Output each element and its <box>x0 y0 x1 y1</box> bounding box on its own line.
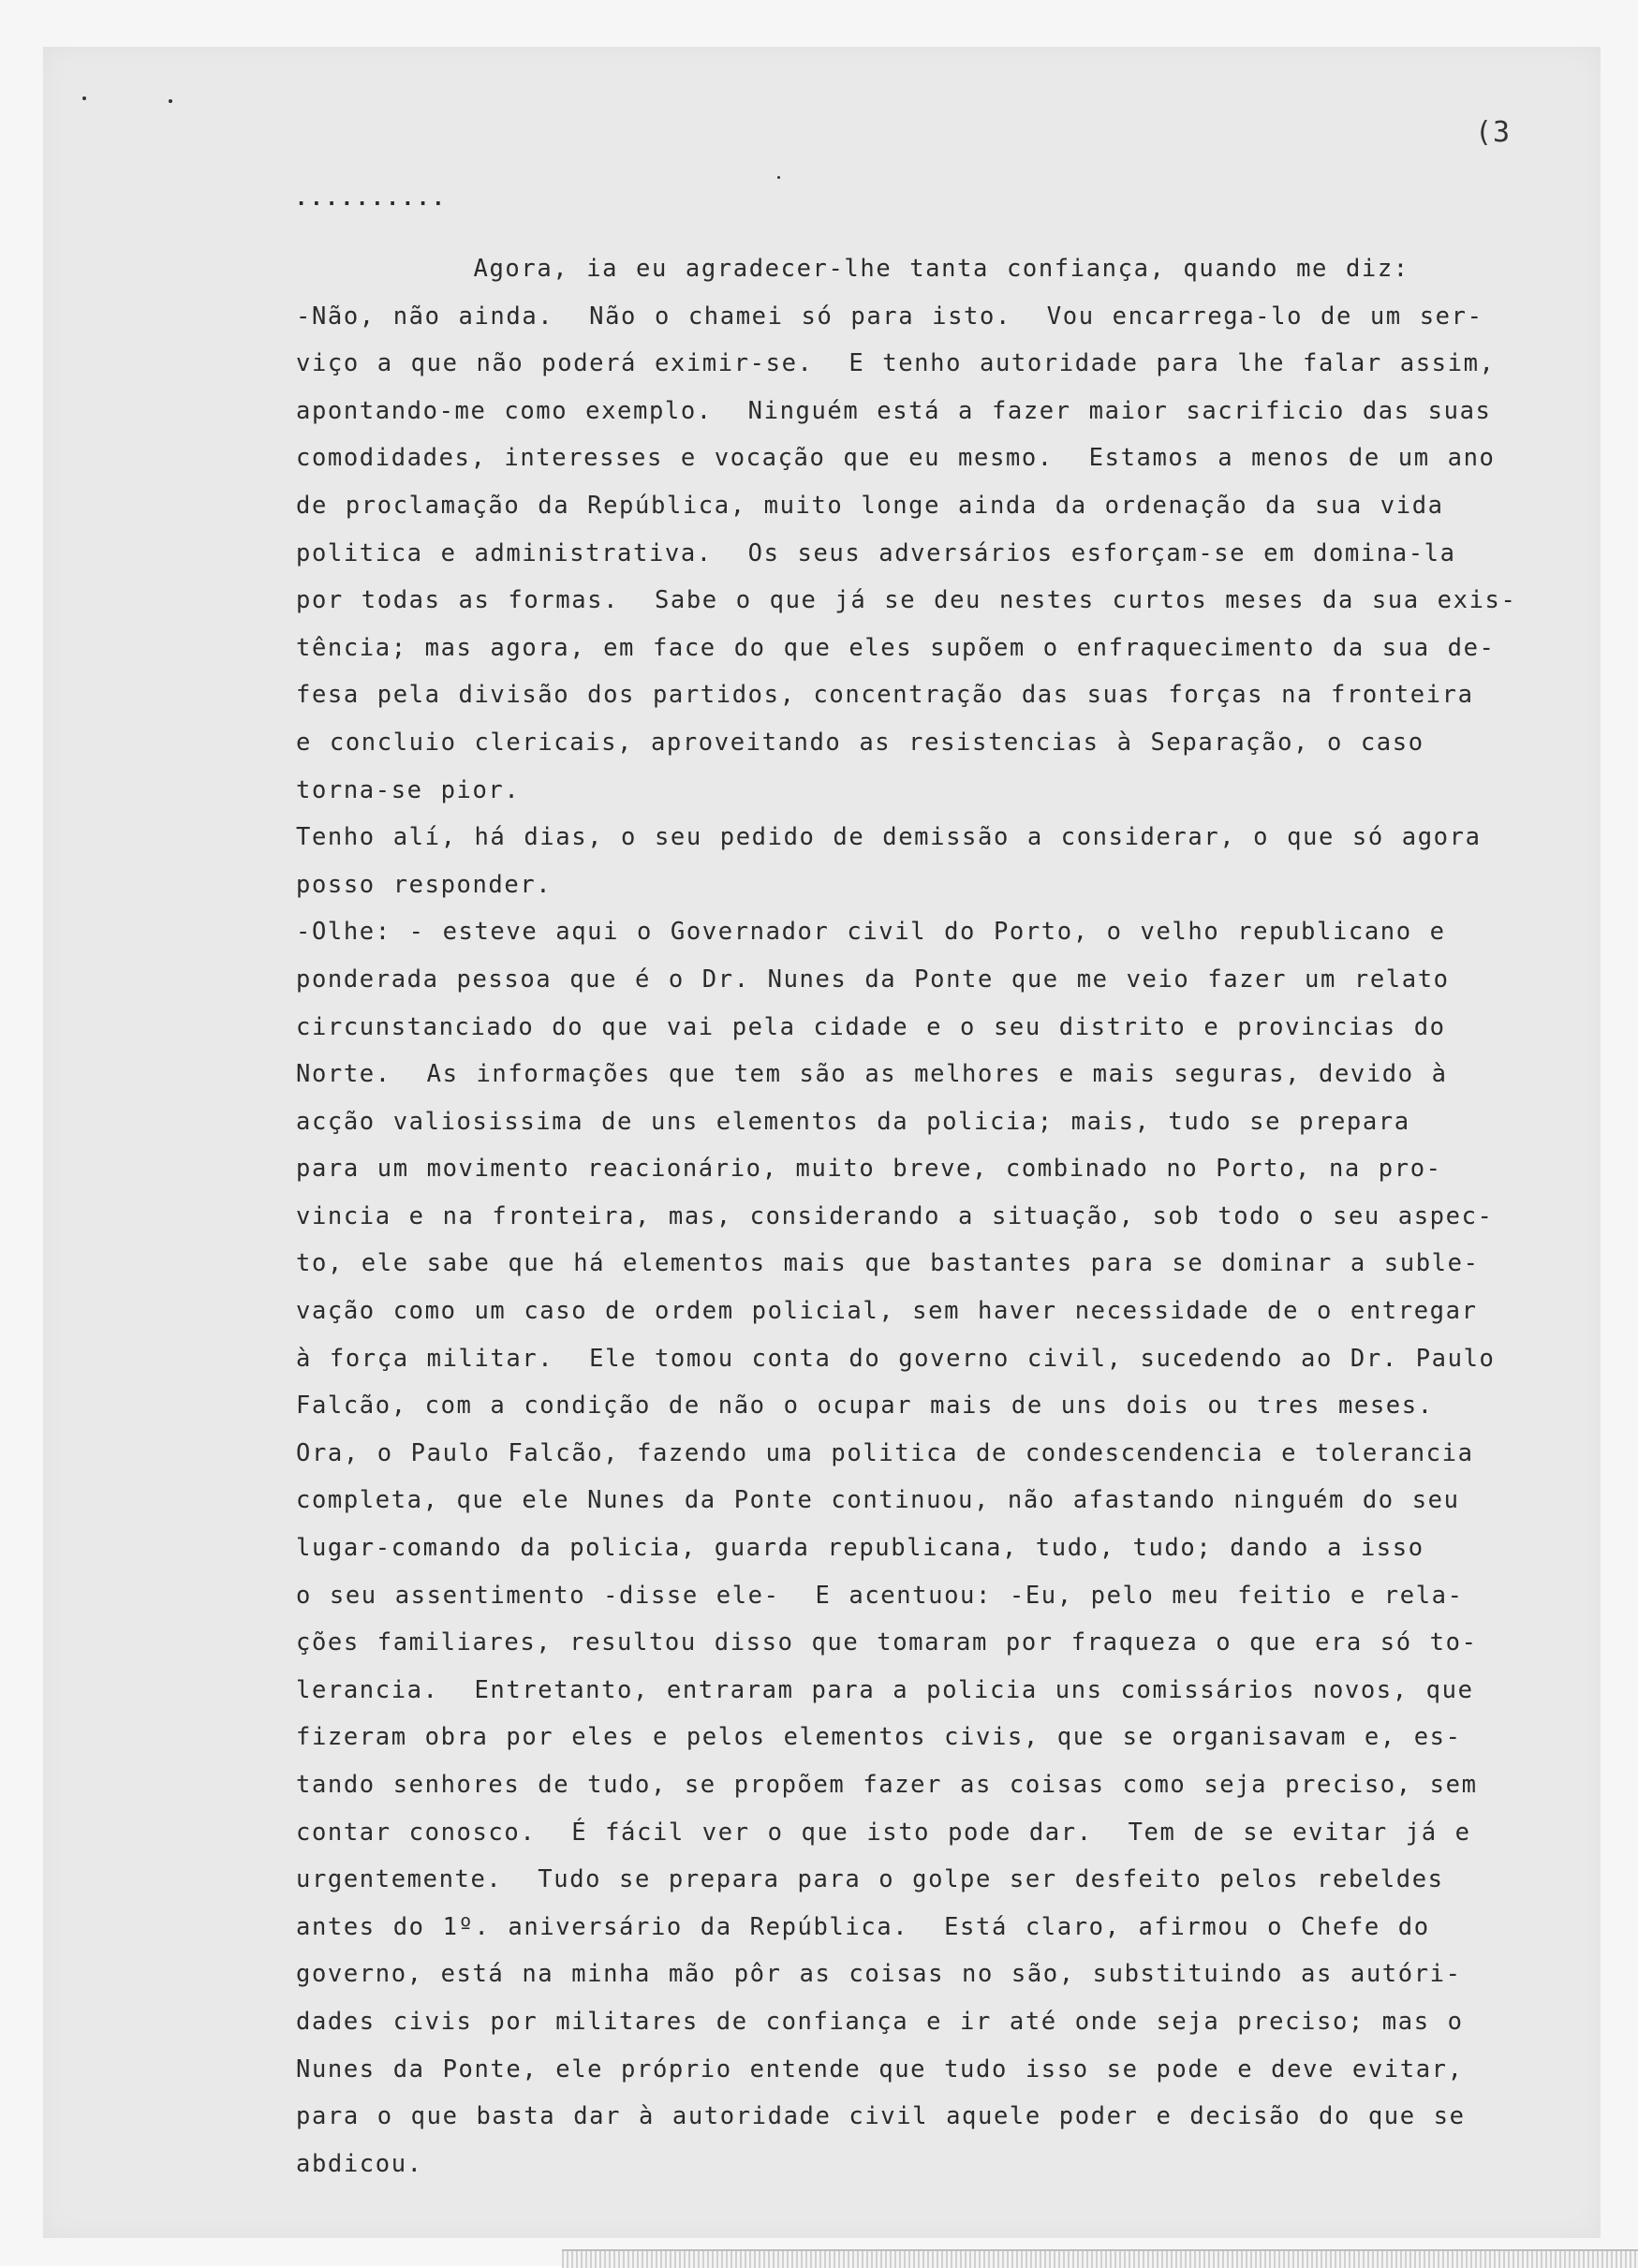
text-line: à força militar. Ele tomou conta do governo civil, sucedendo ao Dr. Paulo <box>296 1344 1496 1373</box>
ink-speck <box>777 176 780 179</box>
text-line: tando senhores de tudo, se propõem fazer as coisas como seja preciso, sem <box>296 1771 1478 1799</box>
text-line: fesa pela divisão dos partidos, concentração das suas forças na fronteira <box>296 681 1474 710</box>
text-line: Falcão, com a condição de não o ocupar mais de uns dois ou tres meses. <box>296 1392 1434 1421</box>
ink-speck <box>82 96 86 100</box>
text-line: acção valiosissima de uns elementos da policia; mais, tudo se prepara <box>296 1107 1410 1136</box>
text-line: urgentemente. Tudo se prepara para o golpe ser desfeito pelos rebeldes <box>296 1865 1444 1894</box>
text-line: posso responder. <box>296 870 553 899</box>
ink-speck <box>169 99 172 103</box>
continuation-dots: .......... <box>295 187 448 211</box>
text-line: completa, que ele Nunes da Ponte continuou, não afastando ninguém do seu <box>296 1486 1460 1515</box>
text-line: o seu assentimento -disse ele- E acentuou: -Eu, pelo meu feitio e rela- <box>296 1581 1464 1610</box>
text-line: vincia e na fronteira, mas, considerando a situação, sob todo o seu aspec- <box>296 1201 1494 1230</box>
text-line: tência; mas agora, em face do que eles supõem o enfraquecimento da sua de- <box>296 633 1496 662</box>
text-line: comodidades, interesses e vocação que eu mesmo. Estamos a menos de um ano <box>296 444 1496 473</box>
text-line: Agora, ia eu agradecer-lhe tanta confiança, quando me diz: <box>296 255 1409 283</box>
text-line: to, ele sabe que há elementos mais que bastantes para se dominar a suble- <box>296 1249 1480 1278</box>
text-line: torna-se pior. <box>296 775 521 804</box>
text-line: fizeram obra por eles e pelos elementos civis, que se organisavam e, es- <box>296 1723 1462 1752</box>
text-line: circunstanciado do que vai pela cidade e o seu distrito e provincias do <box>296 1012 1446 1041</box>
text-line: ponderada pessoa que é o Dr. Nunes da Ponte que me veio fazer um relato <box>296 965 1450 994</box>
text-line: vação como um caso de ordem policial, sem haver necessidade de o entregar <box>296 1297 1478 1326</box>
text-line: dades civis por militares de confiança e ir até onde seja preciso; mas o <box>296 2007 1464 2036</box>
text-line: Tenho alí, há dias, o seu pedido de demissão a considerar, o que só agora <box>296 823 1482 852</box>
text-line: e concluio clericais, aproveitando as resistencias à Separação, o caso <box>296 728 1424 757</box>
text-line: Nunes da Ponte, ele próprio entende que tudo isso se pode e deve evitar, <box>296 2054 1464 2084</box>
text-line: para um movimento reacionário, muito breve, combinado no Porto, na pro- <box>296 1155 1442 1184</box>
text-line: para o que basta dar à autoridade civil aquele poder e decisão do que se <box>296 2102 1466 2131</box>
text-line: lugar-comando da policia, guarda republicana, tudo, tudo; dando a isso <box>296 1534 1424 1563</box>
text-line: -Não, não ainda. Não o chamei só para isto. Vou encarrega-lo de um ser- <box>296 302 1483 331</box>
text-line: governo, está na minha mão pôr as coisas no são, substituindo as autóri- <box>296 1960 1462 1989</box>
text-line: politica e administrativa. Os seus adversários esforçam-se em domina-la <box>296 538 1456 567</box>
body-text <box>296 245 1579 2187</box>
text-line: Ora, o Paulo Falcão, fazendo uma politica de condescendencia e tolerancia <box>296 1438 1474 1467</box>
text-line: -Olhe: - esteve aqui o Governador civil do Porto, o velho republicano e <box>296 918 1446 947</box>
text-line: ções familiares, resultou disso que tomaram por fraqueza o que era só to- <box>296 1628 1478 1657</box>
page-number: (3 <box>1475 116 1512 149</box>
text-line: Norte. As informações que tem são as melhores e mais seguras, devido à <box>296 1060 1448 1089</box>
text-line: contar conosco. É fácil ver o que isto pode dar. Tem de se evitar já e <box>296 1818 1471 1847</box>
text-line: apontando-me como exemplo. Ninguém está a fazer maior sacrificio das suas <box>296 396 1492 425</box>
text-line: viço a que não poderá eximir-se. E tenho autoridade para lhe falar assim, <box>296 349 1496 378</box>
text-line: antes do 1º. aniversário da República. Está claro, afirmou o Chefe do <box>296 1912 1430 1941</box>
text-line: abdicou. <box>296 2149 423 2178</box>
scanner-edge-strip <box>562 2249 1638 2268</box>
text-line: lerancia. Entretanto, entraram para a policia uns comissários novos, que <box>296 1675 1474 1704</box>
text-line: de proclamação da República, muito longe ainda da ordenação da sua vida <box>296 491 1444 520</box>
text-line: por todas as formas. Sabe o que já se deu nestes curtos meses da sua exis- <box>296 586 1517 615</box>
